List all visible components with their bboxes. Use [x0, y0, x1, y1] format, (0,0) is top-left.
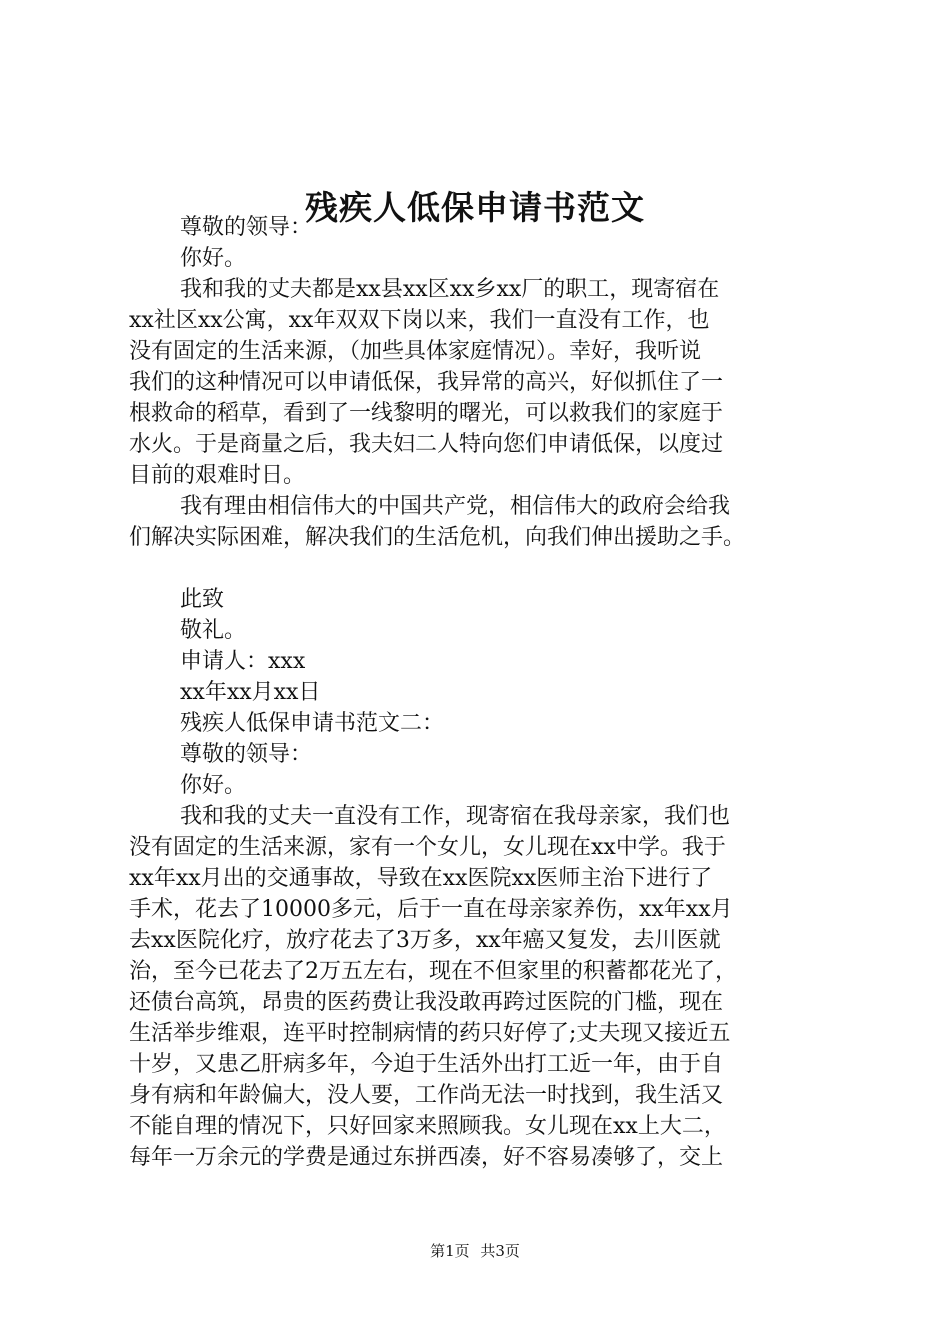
text-line: 水火。于是商量之后，我夫妇二人特向您们申请低保，以度过 [129, 432, 724, 457]
document-body [129, 212, 835, 1173]
text-line: 还债台高筑，昂贵的医药费让我没敢再跨过医院的门槛，现在 [129, 990, 724, 1015]
text-line: 敬礼。 [180, 618, 247, 643]
page-total: 共3页 [480, 1242, 520, 1260]
text-line: xx社区xx公寓，xx年双双下岗以来，我们一直没有工作，也 [129, 308, 710, 333]
text-line: 治，至今已花去了2万五左右，现在不但家里的积蓄都花光了， [129, 959, 737, 984]
text-line: 没有固定的生活来源，家有一个女儿，女儿现在xx中学。我于 [129, 835, 726, 860]
text-line: 根救命的稻草，看到了一线黎明的曙光，可以救我们的家庭于 [129, 401, 724, 426]
text-line: 我们的这种情况可以申请低保，我异常的高兴，好似抓住了一 [129, 370, 724, 395]
blank-line [129, 553, 835, 584]
text-line: 尊敬的领导： [180, 742, 313, 767]
text-line: 此致 [180, 587, 225, 612]
text-line: 们解决实际困难，解决我们的生活危机，向我们伸出援助之手。 [129, 525, 746, 550]
text-line: 每年一万余元的学费是通过东拼西凑，好不容易凑够了，交上 [129, 1145, 724, 1170]
text-line: 我和我的丈夫一直没有工作，现寄宿在我母亲家，我们也 [180, 804, 731, 829]
page-number: 第1页 [430, 1242, 470, 1260]
text-line: 不能自理的情况下，只好回家来照顾我。女儿现在xx上大二， [129, 1114, 726, 1139]
text-line: 残疾人低保申请书范文二： [180, 711, 445, 736]
text-line: 我和我的丈夫都是xx县xx区xx乡xx厂的职工，现寄宿在 [180, 277, 720, 302]
document-title: 残疾人低保申请书范文 [305, 188, 645, 227]
text-line: 身有病和年龄偏大，没人要，工作尚无法一时找到，我生活又 [129, 1083, 724, 1108]
text-line: 十岁，又患乙肝病多年，今迫于生活外出打工近一年，由于自 [129, 1052, 724, 1077]
text-line: 申请人：xxx [180, 649, 306, 674]
text-line: 你好。 [180, 246, 247, 271]
text-line: 手术，花去了10000多元，后于一直在母亲家养伤，xx年xx月 [129, 897, 733, 922]
text-line: 生活举步维艰，连平时控制病情的药只好停了;丈夫现又接近五 [129, 1021, 731, 1046]
text-line: 目前的艰难时日。 [129, 463, 306, 488]
text-line: 你好。 [180, 773, 247, 798]
text-line: xx年xx月xx日 [180, 680, 321, 705]
text-line: 没有固定的生活来源，（加些具体家庭情况）。幸好，我听说 [129, 339, 702, 364]
text-line: 我有理由相信伟大的中国共产党，相信伟大的政府会给我 [180, 494, 731, 519]
page-footer [0, 1241, 950, 1261]
text-line: xx年xx月出的交通事故，导致在xx医院xx医师主治下进行了 [129, 866, 713, 891]
text-line: 尊敬的领导： [180, 215, 313, 240]
text-line: 去xx医院化疗，放疗花去了3万多，xx年癌又复发，去川医就 [129, 928, 721, 953]
